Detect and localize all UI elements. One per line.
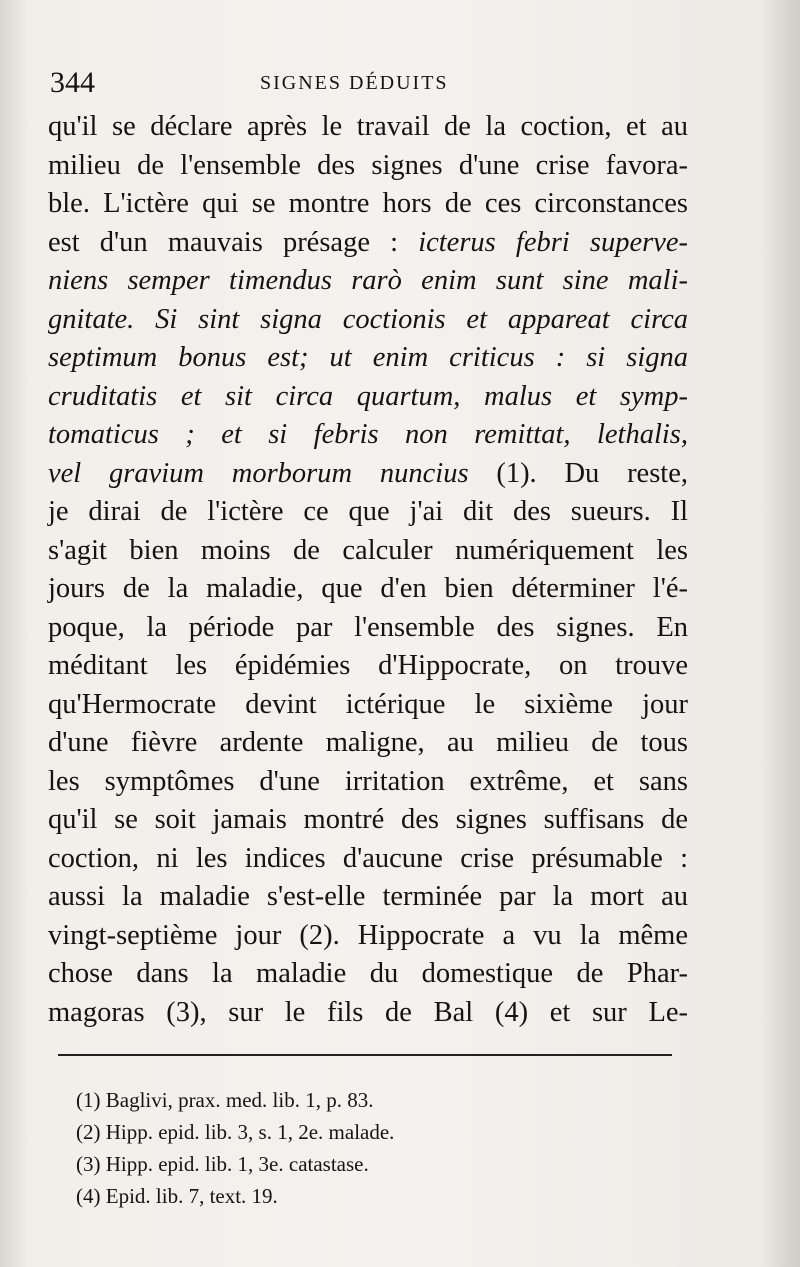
text-segment: coction, ni les indices d'aucune crise présumable :: [48, 842, 688, 874]
text-segment: poque, la période par l'ensemble des signes. En: [48, 611, 688, 643]
text-line: [48, 147, 688, 186]
text-line: [48, 532, 688, 571]
text-line: [48, 955, 688, 994]
text-line: [48, 224, 688, 263]
latin-quotation: gnitate. Si sint signa coctionis et appareat circa: [48, 303, 688, 335]
text-line: [48, 455, 688, 494]
text-line: [48, 185, 688, 224]
text-line: [48, 994, 688, 1033]
text-segment: ble. L'ictère qui se montre hors de ces circonstances: [48, 188, 688, 219]
text-segment: qu'il se soit jamais montré des signes suffisans de: [48, 804, 688, 835]
text-line: [48, 840, 688, 879]
text-line: [48, 647, 688, 686]
text-segment: d'une fièvre ardente maligne, au milieu de tous: [48, 727, 688, 758]
footnote-rule: [58, 1054, 672, 1056]
latin-quotation: niens semper timendus rarò enim sunt sine mali-: [48, 265, 688, 296]
footnotes: [76, 1084, 676, 1212]
text-segment: vingt-septième jour (2). Hippocrate a vu la même: [48, 919, 688, 951]
text-segment: s'agit bien moins de calculer numériquement les: [48, 534, 688, 566]
text-line: [48, 416, 688, 455]
latin-quotation: tomaticus ; et si febris non remittat, lethalis,: [48, 419, 688, 450]
text-line: [48, 339, 688, 378]
text-segment: méditant les épidémies d'Hippocrate, on trouve: [48, 650, 688, 681]
text-line: [48, 378, 688, 417]
page-header: [50, 66, 690, 106]
text-segment: chose dans la maladie du domestique de Phar-: [48, 958, 688, 989]
text-segment: milieu de l'ensemble des signes d'une crise favora-: [48, 149, 688, 181]
text-line: [48, 686, 688, 725]
latin-quotation: vel gravium morborum nuncius: [48, 457, 469, 489]
body-text: [48, 108, 688, 1032]
text-line: [48, 609, 688, 648]
footnote: (2) Hipp. epid. lib. 3, s. 1, 2e. malade.: [76, 1120, 395, 1144]
text-segment: aussi la maladie s'est-elle terminée par la mort au: [48, 881, 688, 912]
text-line: [48, 917, 688, 956]
footnote: (4) Epid. lib. 7, text. 19.: [76, 1184, 278, 1208]
text-segment: qu'Hermocrate devint ictérique le sixième jour: [48, 688, 688, 720]
latin-quotation: septimum bonus est; ut enim criticus : si signa: [48, 342, 688, 373]
text-segment: qu'il se déclare après le travail de la coction, et au: [48, 111, 688, 142]
footnote: (3) Hipp. epid. lib. 1, 3e. catastase.: [76, 1152, 369, 1176]
running-title: SIGNES DÉDUITS: [260, 72, 449, 94]
text-segment: magoras (3), sur le fils de Bal (4) et sur Le-: [48, 996, 688, 1028]
latin-quotation: cruditatis et sit circa quartum, malus et symp-: [48, 380, 688, 412]
text-segment: est d'un mauvais présage :: [48, 226, 419, 258]
footnote: (1) Baglivi, prax. med. lib. 1, p. 83.: [76, 1088, 374, 1112]
text-line: [48, 763, 688, 802]
text-line: [48, 878, 688, 917]
latin-quotation: icterus febri superve-: [418, 226, 688, 258]
text-line: [48, 262, 688, 301]
text-segment: les symptômes d'une irritation extrême, et sans: [48, 765, 688, 797]
text-segment: je dirai de l'ictère ce que j'ai dit des sueurs. Il: [48, 496, 688, 527]
text-segment: (1). Du reste,: [468, 457, 688, 489]
text-line: [48, 724, 688, 763]
text-line: [48, 570, 688, 609]
text-line: [48, 801, 688, 840]
text-line: [48, 108, 688, 147]
page-number: 344: [50, 66, 95, 99]
text-line: [48, 301, 688, 340]
text-line: [48, 493, 688, 532]
text-segment: jours de la maladie, que d'en bien déterminer l'é-: [48, 573, 688, 604]
